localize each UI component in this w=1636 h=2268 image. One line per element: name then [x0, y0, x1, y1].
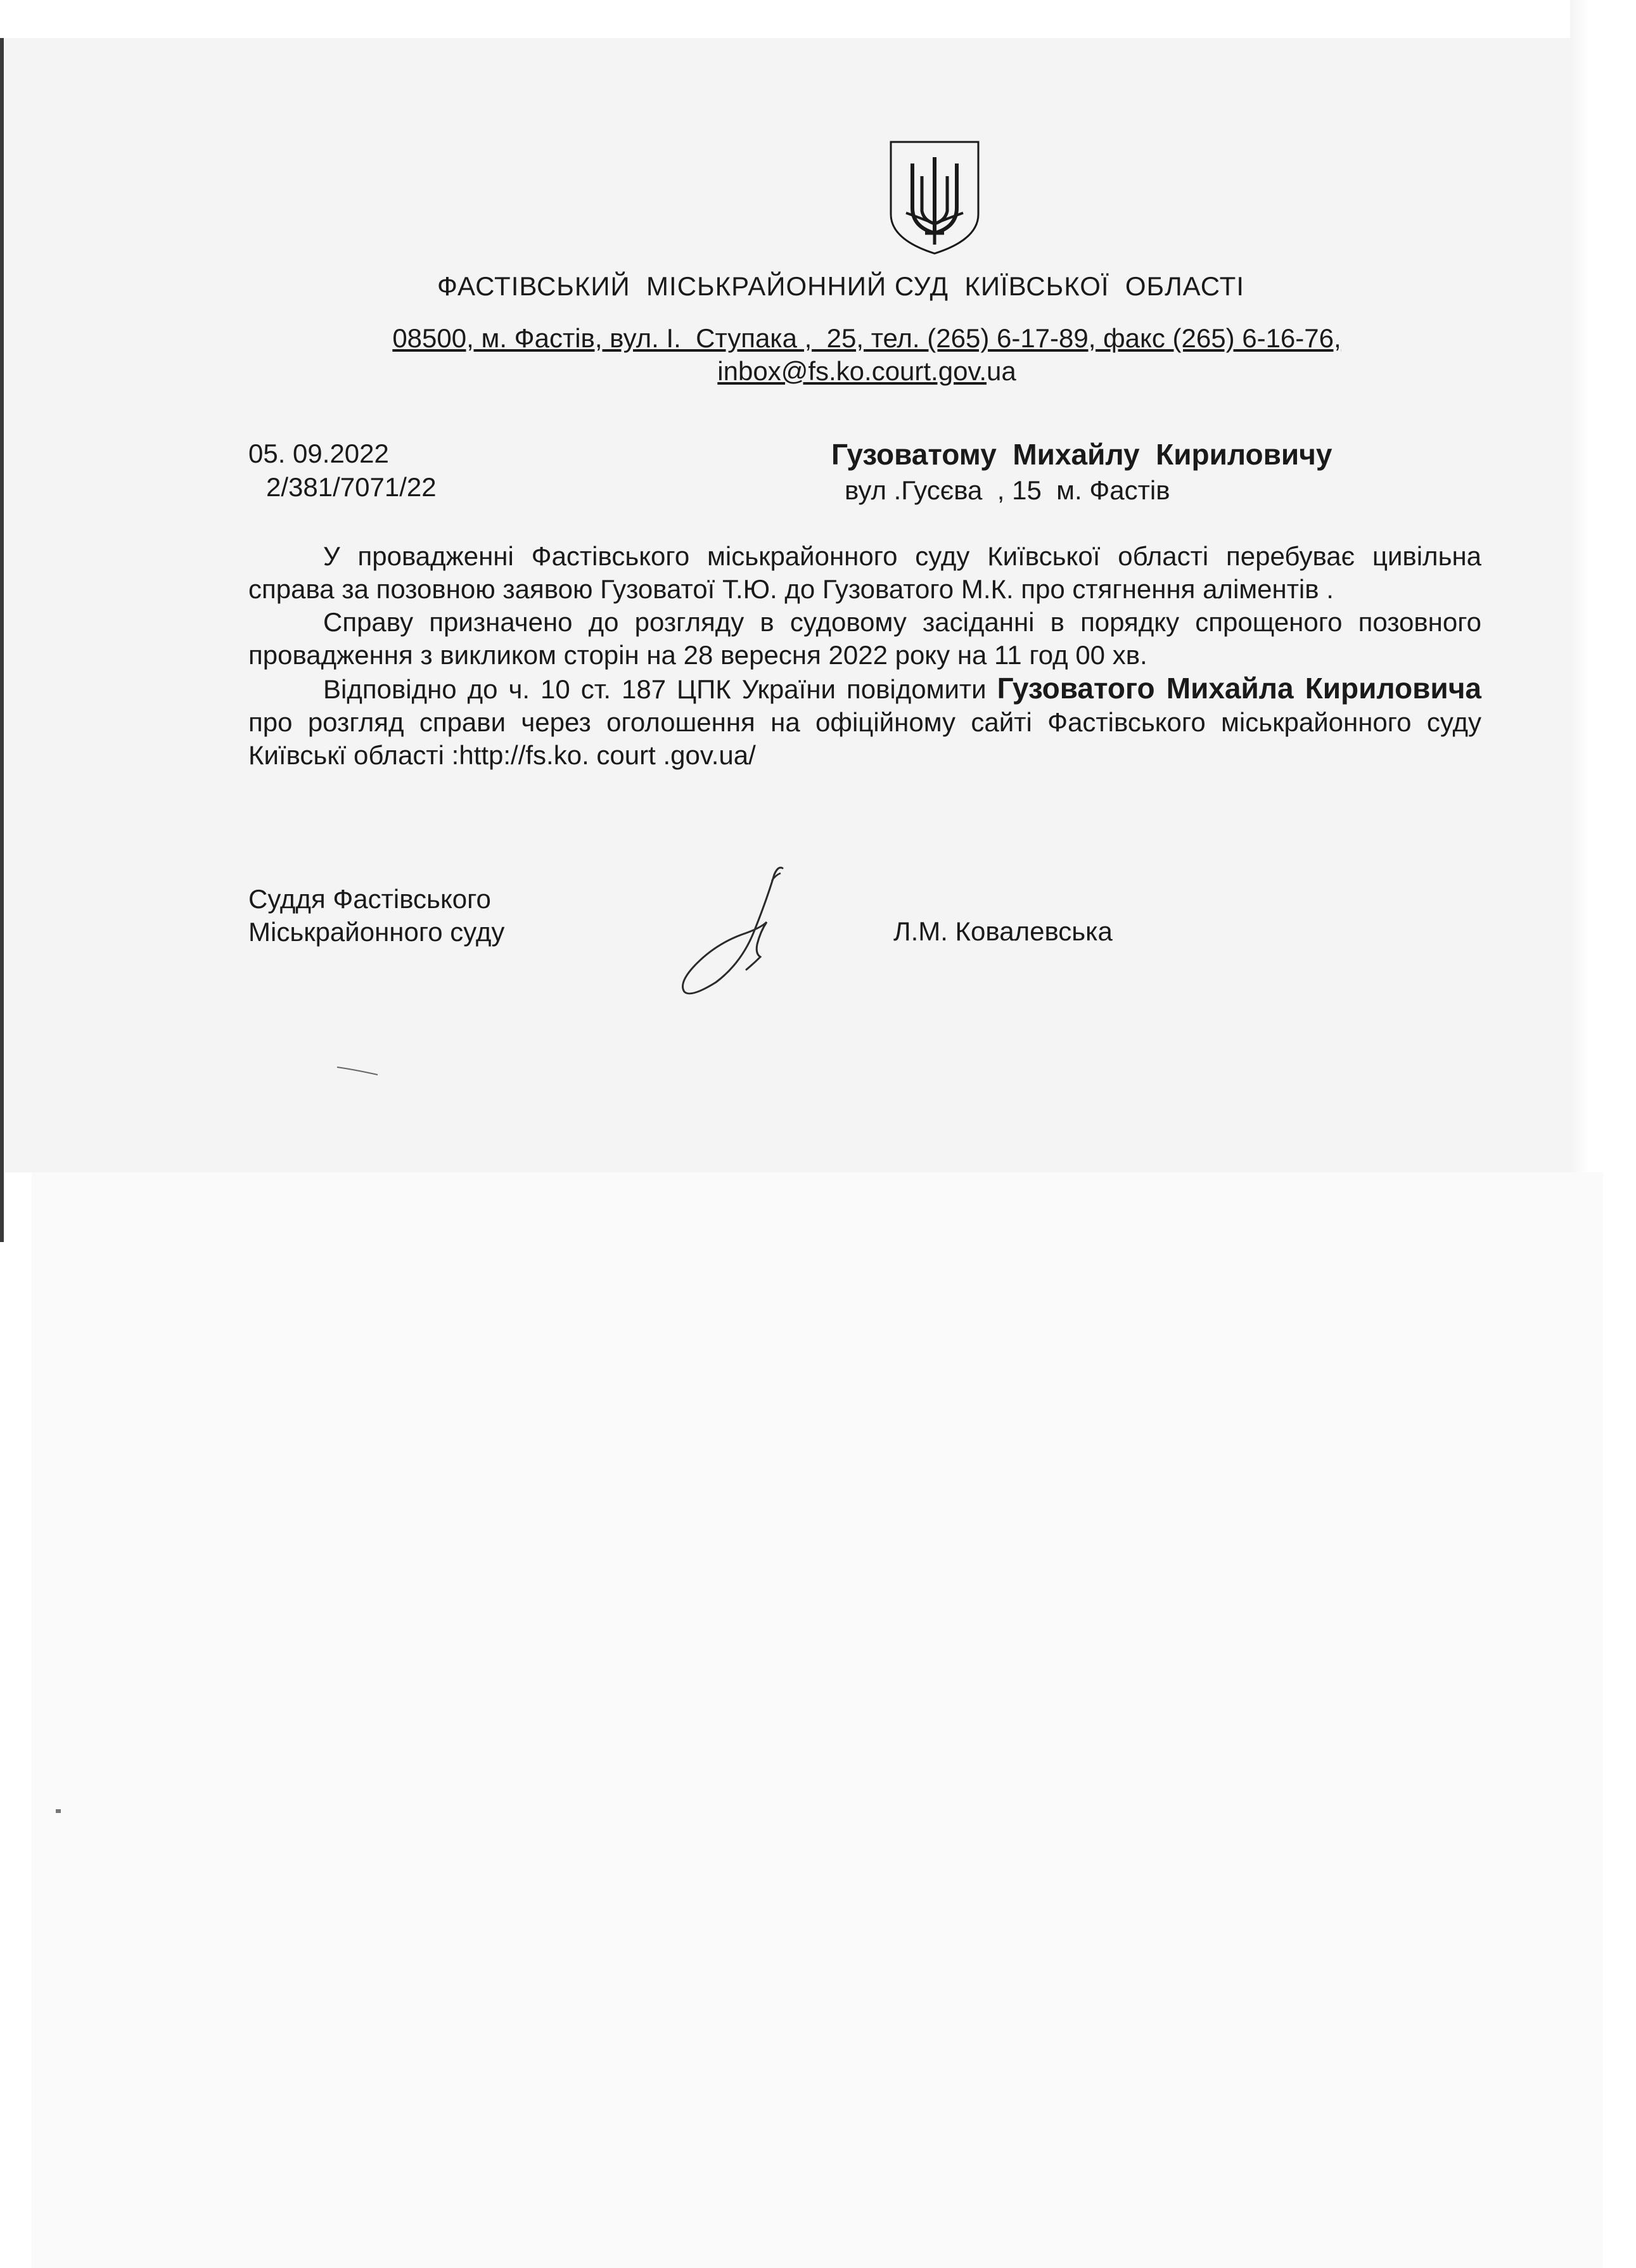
paragraph-3-end: про розгляд справи через оголошення на офіційному сайті Фастівського міськрайонного суду Київськї області :http://fs.ko. court .gov.ua/ — [248, 707, 1481, 770]
paragraph-1: У провадженні Фастівського міськрайонного суду Київської області перебуває цивільна справа за позовною заявою Гузоватої Т.Ю. до Гузоватого М.К. про стягнення аліментів . — [248, 541, 1481, 604]
email-tld: ua — [987, 356, 1016, 386]
judge-title-line-2: Міськрайонного суду — [248, 917, 505, 947]
document-date: 05. 09.2022 — [248, 439, 389, 468]
paragraph-2: Справу призначено до розгляду в судовому засіданні в порядку спрощеного позовного провадження з викликом сторін на 28 вересня 2022 року на 11 год 00 хв. — [248, 607, 1481, 670]
recipient-name: Гузоватому Михайлу Кириловичу — [831, 438, 1332, 471]
email-link[interactable]: inbox@fs.ko.court.gov. — [717, 356, 987, 386]
paragraph-3-start: Відповідно до ч. 10 ст. 187 ЦПК України повідомити — [323, 674, 997, 704]
scan-right-shadow — [1570, 0, 1589, 1179]
letter-body — [248, 540, 1481, 772]
lower-page-area — [32, 1172, 1603, 2268]
defendant-name: Гузоватого Михайла Кириловича — [997, 672, 1481, 705]
paragraph-3 — [248, 672, 1481, 772]
judge-title — [248, 883, 504, 949]
address-line: 08500, м. Фастів, вул. І. Ступака , 25, тел. (265) 6-17-89, факс (265) 6-16-76, — [392, 323, 1341, 353]
scan-top-margin — [0, 0, 1636, 38]
scan-left-edge — [0, 38, 4, 1242]
handwritten-signature — [665, 862, 792, 1001]
recipient-address: вул .Гусєва , 15 м. Фастів — [845, 475, 1170, 505]
coat-of-arms-icon — [887, 138, 982, 256]
reference-number: 2/381/7071/22 — [266, 472, 437, 502]
court-address — [347, 322, 1386, 388]
scan-dot — [56, 1809, 61, 1813]
judge-title-line-1: Суддя Фастівського — [248, 884, 491, 914]
judge-name: Л.М. Ковалевська — [893, 916, 1113, 946]
scan-stray-mark — [336, 1065, 380, 1077]
court-name-heading: ФАСТІВСЬКИЙ МІСЬКРАЙОННИЙ СУД КИЇВСЬКОЇ ОБЛАСТІ — [437, 271, 1245, 301]
